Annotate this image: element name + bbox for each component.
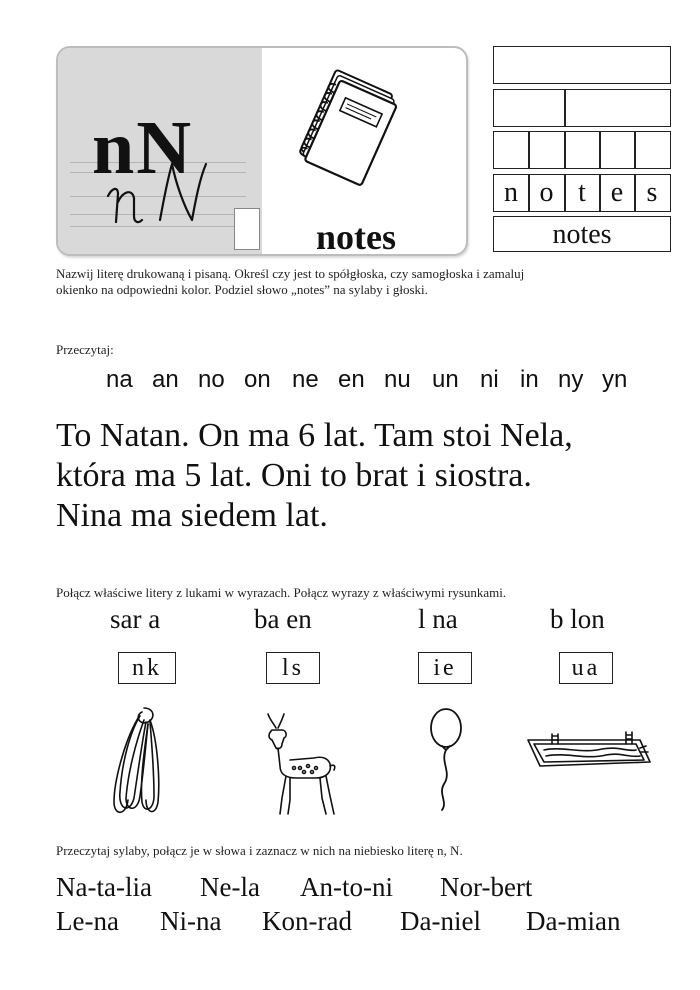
balloon-icon[interactable] [424, 706, 470, 812]
syllable: na [106, 366, 133, 393]
syllabified-name: Le-na [56, 906, 119, 936]
story-line: To Natan. On ma 6 lat. Tam stoi Nela, [56, 417, 573, 454]
letter-choice-box[interactable]: ls [266, 652, 320, 684]
pool-icon[interactable] [522, 722, 654, 772]
divider [599, 132, 601, 168]
syllabified-name: Da-niel [400, 906, 481, 936]
sound-box[interactable] [493, 131, 671, 169]
story-line: Nina ma siedem lat. [56, 497, 328, 534]
letter-choice-box[interactable]: ie [418, 652, 472, 684]
syllabified-name: Ni-na [160, 906, 222, 936]
syllable: yn [602, 366, 628, 393]
syllable: un [432, 366, 459, 393]
letter-cell: n [504, 177, 518, 208]
syllable: ni [480, 366, 499, 393]
cursive-letters [102, 158, 222, 228]
syllabified-name: Kon-rad [262, 906, 352, 936]
syllable: ne [292, 366, 319, 393]
rope-icon[interactable] [100, 702, 170, 820]
syllabified-name: Ne-la [200, 872, 260, 902]
divider [528, 132, 530, 168]
syllable: ny [558, 366, 584, 393]
task3-instruction: Połącz właściwe litery z lukami w wyrazach. Połącz wyrazy z właściwymi rysunkami. [56, 585, 507, 600]
gap-word: sar a [110, 604, 161, 634]
letter-cell: e [610, 177, 624, 208]
letter-panel [58, 48, 262, 254]
divider [564, 90, 566, 126]
letter-card [56, 46, 468, 256]
story-line: która ma 5 lat. Oni to brat i siostra. [56, 457, 532, 494]
color-slot[interactable] [234, 208, 260, 250]
names-row [56, 904, 676, 938]
task4-instruction: Przeczytaj sylaby, połącz je w słowa i zaznacz w nich na niebiesko literę n, N. [56, 843, 463, 858]
task1-instruction [56, 266, 676, 298]
printed-letters: nN [92, 106, 194, 190]
letter-cell: t [578, 177, 586, 208]
letter-cell: s [646, 177, 658, 208]
syllable: no [198, 366, 225, 393]
syllable-box[interactable] [493, 89, 671, 127]
names-row [56, 870, 676, 904]
divider [564, 132, 566, 168]
syllabified-name: An-to-ni [300, 872, 393, 902]
sentence-box[interactable] [493, 46, 671, 84]
notebook-icon [290, 62, 400, 190]
syllable: on [244, 366, 271, 393]
word-box: notes [493, 216, 671, 252]
syllable: an [152, 366, 179, 393]
letters-box [493, 174, 671, 212]
syllabified-name: Nor-bert [440, 872, 533, 902]
deer-icon[interactable] [250, 708, 346, 820]
read-label: Przeczytaj: [56, 342, 114, 357]
gap-word: b lon [550, 604, 605, 634]
syllable: in [520, 366, 539, 393]
gap-word: l na [418, 604, 458, 634]
letter-choice-box[interactable]: ua [559, 652, 613, 684]
syllable: nu [384, 366, 411, 393]
gap-word: ba en [254, 604, 312, 634]
divider [634, 132, 636, 168]
instruction-line: okienko na odpowiedni kolor. Podziel słowo „notes” na sylaby i głoski. [56, 282, 428, 297]
picture-word: notes [316, 217, 396, 256]
syllabified-name: Na-ta-lia [56, 872, 152, 902]
syllabified-name: Da-mian [526, 906, 621, 936]
letter-choice-box[interactable]: nk [118, 652, 176, 684]
syllable-row [0, 366, 700, 396]
letter-cell: o [539, 177, 554, 208]
instruction-line: Nazwij literę drukowaną i pisaną. Określ czy jest to spółgłoska, czy samogłoska i zamaluj [56, 266, 525, 281]
story-text [56, 416, 676, 536]
syllable: en [338, 366, 365, 393]
